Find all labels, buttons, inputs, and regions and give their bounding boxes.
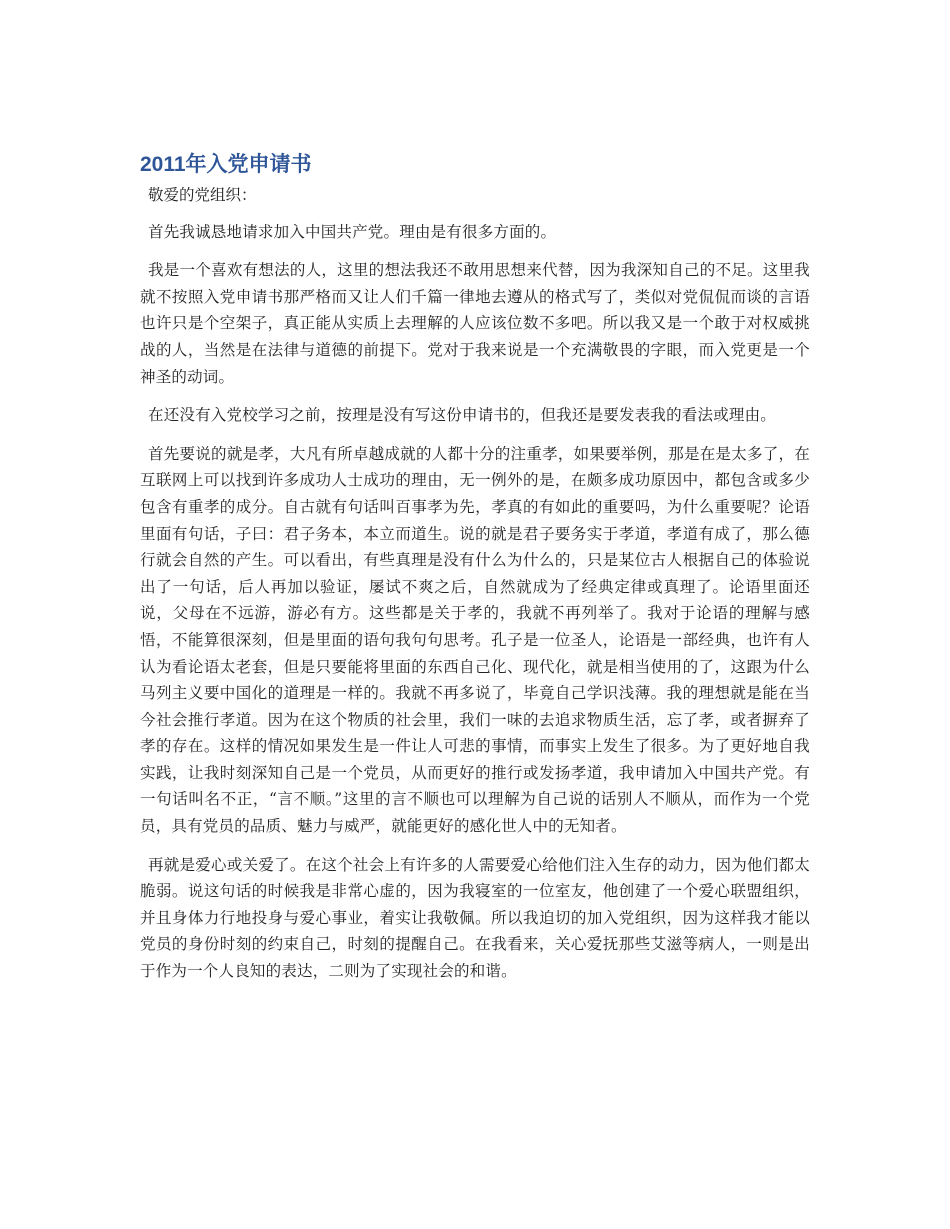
- paragraph-self-description: 我是一个喜欢有想法的人，这里的想法我还不敢用思想来代替，因为我深知自己的不足。这里我就不按照入党申请书那严格而又让人们千篇一律地去遵从的格式写了，类似对党侃侃而谈的言语也许只是个空架子，真正能从实质上去理解的人应该位数不多吧。所以我又是一个敢于对权威挑战的人，当然是在法律与道德的前提下。党对于我来说是一个充满敬畏的字眼，而入党更是一个神圣的动词。: [140, 261, 810, 386]
- paragraph-intro: 首先我诚恳地请求加入中国共产党。理由是有很多方面的。: [148, 222, 557, 241]
- paragraph-filial-piety: 首先要说的就是孝，大凡有所卓越成就的人都十分的注重孝，如果要举例，那是在是太多了，在互联网上可以找到许多成功人士成功的理由，无一例外的是，在颇多成功原因中，都包含或多少包含有重孝的成分。自古就有句话叫百事孝为先，孝真的有如此的重要吗，为什么重要呢？论语里面有句话，子曰：君子务本，本立而道生。说的就是君子要务实于孝道，孝道有成了，那么德行就会自然的产生。可以看出，有些真理是没有什么为什么的，只是某位古人根据自己的体验说出了一句话，后人再加以验证，屡试不爽之后，自然就成为了经典定律或真理了。论语里面还说，父母在不远游，游必有方。这些都是关于孝的，我就不再列举了。我对于论语的理解与感悟，不能算很深刻，但是里面的语句我句句思考。孔子是一位圣人，论语是一部经典，也许有人认为看论语太老套，但是只要能将里面的东西自己化、现代化，就是相当使用的了，这跟为什么马列主义要中国化的道理是一样的。我就不再多说了，毕竟自己学识浅薄。我的理想就是能在当今社会推行孝道。因为在这个物质的社会里，我们一味的去追求物质生活，忘了孝，或者摒弃了孝的存在。这样的情况如果发生是一件让人可悲的事情，而事实上发生了很多。为了更好地自我实践，让我时刻深知自己是一个党员，从而更好的推行或发扬孝道，我申请加入中国共产党。有一句话叫名不正，“言不顺。”这里的言不顺也可以理解为自己说的话别人不顺从，而作为一个党员，具有党员的品质、魅力与威严，就能更好的感化世人中的无知者。: [140, 444, 810, 836]
- salutation: 敬爱的党组织：: [148, 186, 257, 204]
- paragraph-before-party-school: 在还没有入党校学习之前，按理是没有写这份申请书的，但我还是要发表我的看法或理由。: [148, 406, 777, 425]
- paragraph-love-and-care: 再就是爱心或关爱了。在这个社会上有许多的人需要爱心给他们注入生存的动力，因为他们都太脆弱。说这句话的时候我是非常心虚的，因为我寝室的一位室友，他创建了一个爱心联盟组织，并且身体力行地投身与爱心事业，着实让我敬佩。所以我迫切的加入党组织，因为这样我才能以党员的身份时刻的约束自己，时刻的提醒自己。在我看来，关心爱抚那些艾滋等病人，一则是出于作为一个人良知的表达，二则为了实现社会的和谐。: [140, 855, 810, 981]
- document-title: 2011年入党申请书: [140, 153, 312, 176]
- document-page: [140, 150, 810, 997]
